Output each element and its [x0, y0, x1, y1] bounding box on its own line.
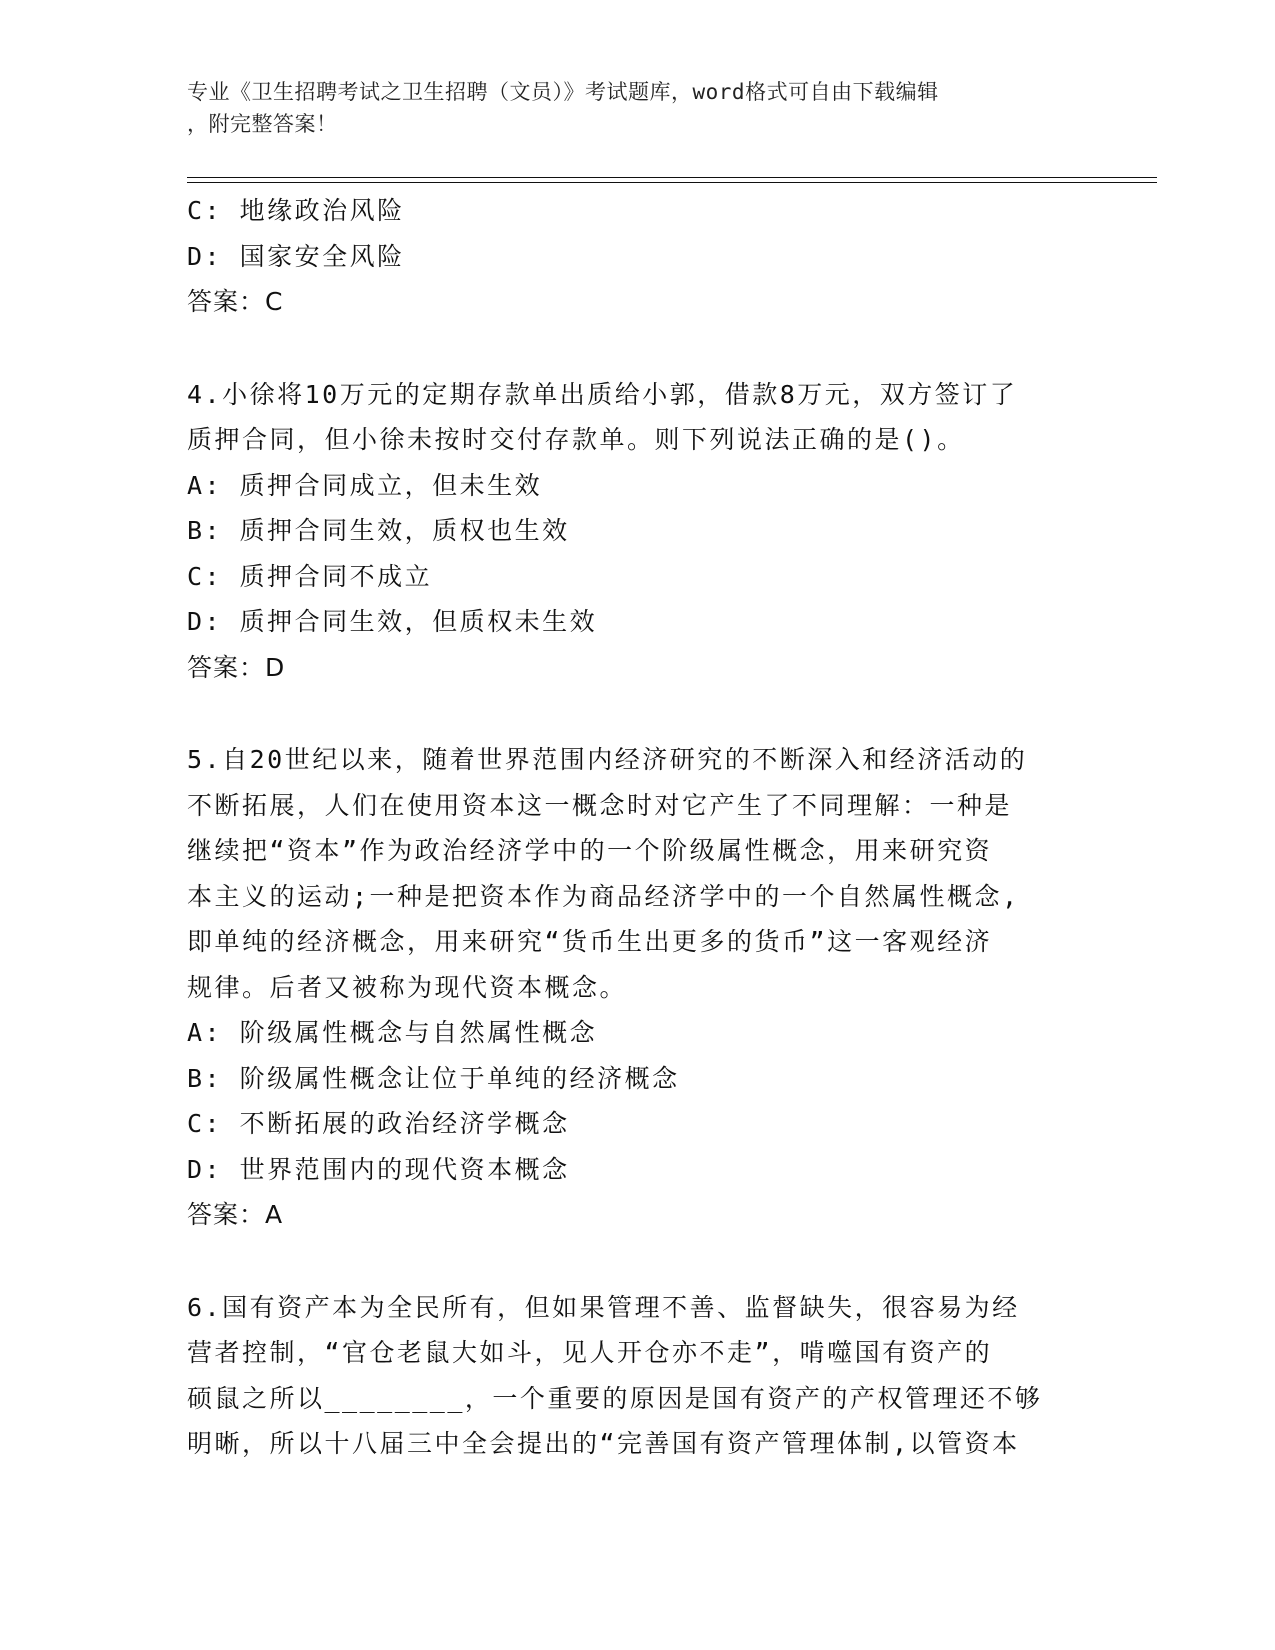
- answer-line: 答案：A: [187, 1200, 284, 1229]
- question-stem-line: 规律。后者又被称为现代资本概念。: [187, 972, 628, 1002]
- question-3-tail: [187, 188, 1077, 325]
- question-stem-line: 不断拓展，人们在使用资本这一概念时对它产生了不同理解：一种是: [187, 790, 1013, 820]
- option-a: A: 质押合同成立，但未生效: [187, 470, 543, 500]
- option-d: D: 世界范围内的现代资本概念: [187, 1154, 570, 1184]
- question-stem-line: 硕鼠之所以________，一个重要的原因是国有资产的产权管理还不够: [187, 1383, 1043, 1413]
- question-5: [187, 737, 1077, 1238]
- question-stem-line: 质押合同，但小徐未按时交付存款单。则下列说法正确的是()。: [187, 425, 965, 454]
- header-line-1: 专业《卫生招聘考试之卫生招聘（文员）》考试题库，word格式可自由下载编辑: [187, 80, 939, 104]
- question-stem-line: 5.自20世纪以来，随着世界范围内经济研究的不断深入和经济活动的: [187, 745, 1028, 774]
- option-a: A: 阶级属性概念与自然属性概念: [187, 1018, 598, 1047]
- question-content: [187, 188, 1077, 1467]
- option-b: B: 质押合同生效，质权也生效: [187, 516, 570, 545]
- option-c: C: 地缘政治风险: [187, 196, 405, 225]
- question-stem-line: 6.国有资产本为全民所有，但如果管理不善、监督缺失，很容易为经: [187, 1292, 1020, 1322]
- option-c: C: 不断拓展的政治经济学概念: [187, 1109, 570, 1138]
- option-c: C: 质押合同不成立: [187, 561, 433, 591]
- spacer: [187, 690, 1077, 737]
- option-d: D: 国家安全风险: [187, 241, 405, 271]
- answer-line: 答案：D: [187, 652, 286, 682]
- header-divider-bottom: [187, 182, 1157, 183]
- question-stem-line: 本主义的运动;一种是把资本作为商品经济学中的一个自然属性概念,: [187, 881, 1020, 911]
- question-stem-line: 营者控制，“官仓老鼠大如斗，见人开仓亦不走”，啃噬国有资产的: [187, 1338, 993, 1367]
- question-stem-line: 即单纯的经济概念，用来研究“货币生出更多的货币”这一客观经济: [187, 927, 993, 956]
- header-line-2: ，附完整答案！: [187, 112, 338, 136]
- question-4: [187, 372, 1077, 691]
- question-6: [187, 1285, 1077, 1467]
- question-stem-line: 4.小徐将10万元的定期存款单出质给小郭，借款8万元，双方签订了: [187, 379, 1018, 409]
- question-stem-line: 明晰，所以十八届三中全会提出的“完善国有资产管理体制,以管资本: [187, 1429, 1020, 1458]
- question-stem-line: 继续把“资本”作为政治经济学中的一个阶级属性概念，用来研究资: [187, 836, 993, 865]
- answer-line: 答案：C: [187, 287, 284, 316]
- spacer: [187, 1238, 1077, 1285]
- header-divider-top: [187, 177, 1157, 178]
- option-b: B: 阶级属性概念让位于单纯的经济概念: [187, 1063, 680, 1093]
- spacer: [187, 325, 1077, 372]
- option-d: D: 质押合同生效，但质权未生效: [187, 607, 598, 636]
- page-header: [187, 76, 1087, 140]
